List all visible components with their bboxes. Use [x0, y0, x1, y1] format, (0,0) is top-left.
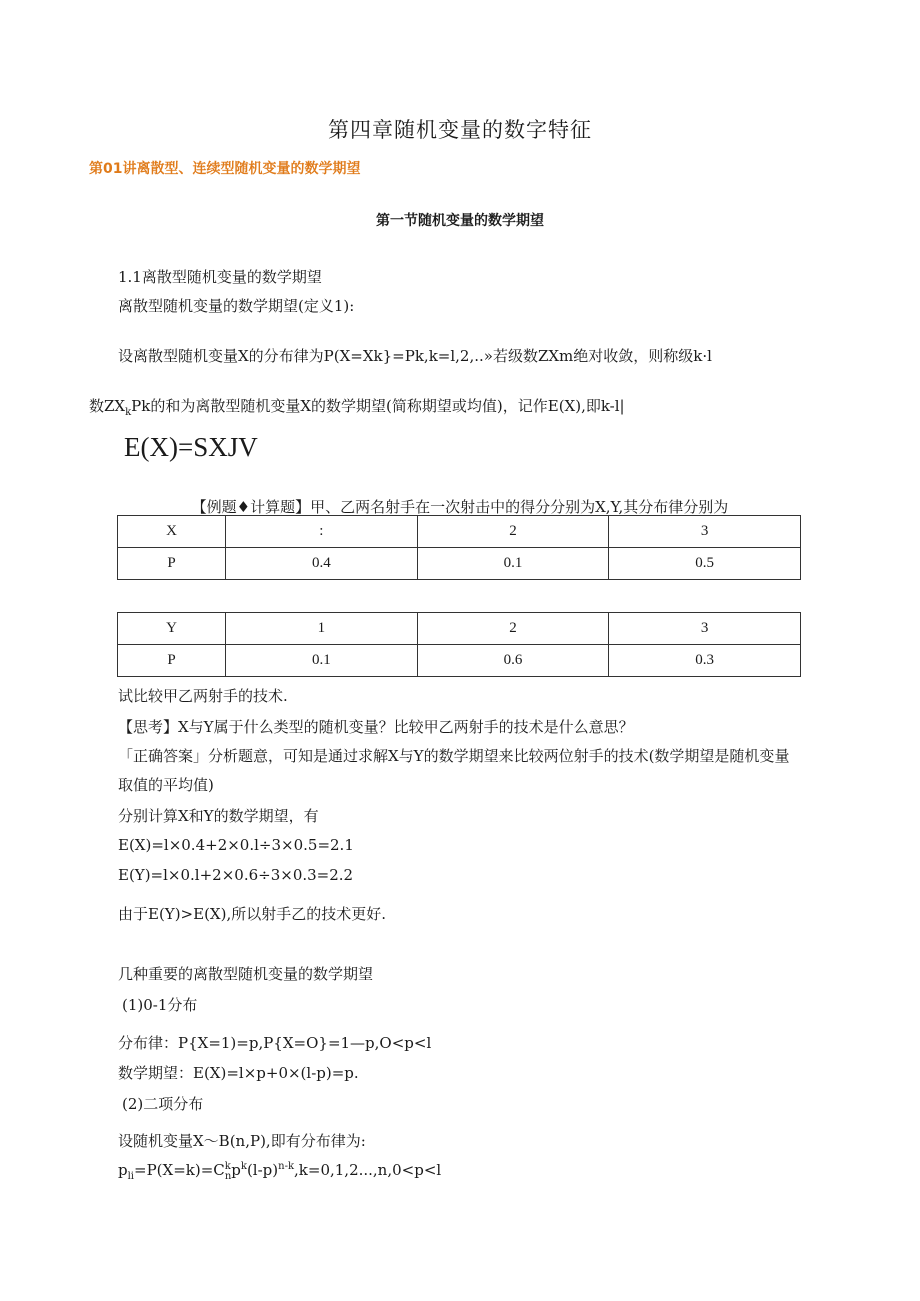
table-row	[118, 548, 801, 580]
table-cell: 1	[226, 613, 418, 645]
table-cell: 0.1	[226, 645, 418, 677]
item2-title: (2)二项分布	[122, 1095, 204, 1113]
table-cell: :	[226, 516, 418, 548]
table-cell: 0.6	[417, 645, 609, 677]
binom-p: p	[118, 1161, 128, 1179]
item1-law: 分布律：P{X=1)=p,P{X=O}=1—p,O<p<l	[118, 1034, 432, 1052]
conclusion-text: 由于E(Y)>E(X),所以射手乙的技术更好.	[118, 905, 386, 923]
table-cell: 0.4	[226, 548, 418, 580]
lecture-title: 第01讲离散型、连续型随机变量的数学期望	[89, 161, 361, 177]
table-row	[118, 645, 801, 677]
subsection-title: 1.1离散型随机变量的数学期望	[118, 268, 322, 286]
answer-line-2: 取值的平均值)	[118, 776, 214, 794]
table-y-distribution	[117, 612, 801, 677]
item2-intro: 设随机变量X～B(n,P),即有分布律为:	[118, 1132, 366, 1150]
table-cell: 0.1	[417, 548, 609, 580]
item1-title: (1)0-1分布	[122, 996, 198, 1014]
table-cell: P	[118, 548, 226, 580]
ex-formula: E(X)=l×0.4+2×0.l÷3×0.5=2.1	[118, 836, 354, 854]
important-title: 几种重要的离散型随机变量的数学期望	[118, 965, 374, 983]
table-cell: 0.3	[609, 645, 801, 677]
binom-c-sub: n	[224, 1171, 232, 1182]
table-cell: 2	[417, 516, 609, 548]
chapter-title: 第四章随机变量的数字特征	[328, 118, 592, 142]
definition-line-2-sub: k	[125, 407, 132, 418]
table-cell: Y	[118, 613, 226, 645]
answer-line-1: 「正确答案」分析题意，可知是通过求解X与Y的数学期望来比较两位射手的技术(数学期望是随机变量	[118, 747, 790, 765]
item1-expect: 数学期望：E(X)=l×p+0×(l-p)=p.	[118, 1064, 359, 1082]
binom-eq: =P(X=k)=C	[134, 1161, 225, 1179]
binom-tail: ,k=0,1,2...,n,0<p<l	[294, 1161, 442, 1179]
table-cell: 3	[609, 516, 801, 548]
table-row	[118, 516, 801, 548]
question-text: 试比较甲乙两射手的技术.	[118, 687, 288, 705]
table-cell: 0.5	[609, 548, 801, 580]
binom-exp: n-k	[278, 1161, 295, 1172]
expectation-formula: E(X)=SXJV	[124, 432, 258, 462]
table-cell: P	[118, 645, 226, 677]
definition-line-2-prefix: 数ZX	[89, 397, 126, 415]
binom-c-sup: k	[224, 1161, 231, 1172]
table-cell: 3	[609, 613, 801, 645]
binom-p-sub: li	[127, 1171, 135, 1182]
definition-title: 离散型随机变量的数学期望(定义1):	[118, 297, 355, 315]
section-title: 第一节随机变量的数学期望	[376, 213, 544, 229]
table-x-distribution	[117, 515, 801, 580]
binom-p2: p	[231, 1161, 241, 1179]
example-intro: 【例题♦计算题】甲、乙两名射手在一次射击中的得分分别为X,Y,其分布律分别为	[191, 498, 729, 516]
table-cell: 2	[417, 613, 609, 645]
table-row	[118, 613, 801, 645]
table-cell: X	[118, 516, 226, 548]
binom-p2-sup: k	[240, 1161, 247, 1172]
definition-line-2-rest: Pk的和为离散型随机变量X的数学期望(简称期望或均值)，记作E(X),即k-l|	[131, 397, 625, 415]
think-text: 【思考】X与Y属于什么类型的随机变量？比较甲乙两射手的技术是什么意思？	[118, 718, 634, 736]
ey-formula: E(Y)=l×0.l+2×0.6÷3×0.3=2.2	[118, 866, 354, 884]
binom-paren: (l-p)	[246, 1161, 279, 1179]
calc-intro: 分别计算X和Y的数学期望，有	[118, 807, 319, 825]
binomial-formula	[118, 1161, 441, 1182]
definition-line-2	[89, 395, 625, 418]
definition-line-1: 设离散型随机变量X的分布律为P(X=Xk}=Pk,k=l,2,..»若级数ZXm绝对收敛，则称级k·l	[118, 347, 712, 365]
